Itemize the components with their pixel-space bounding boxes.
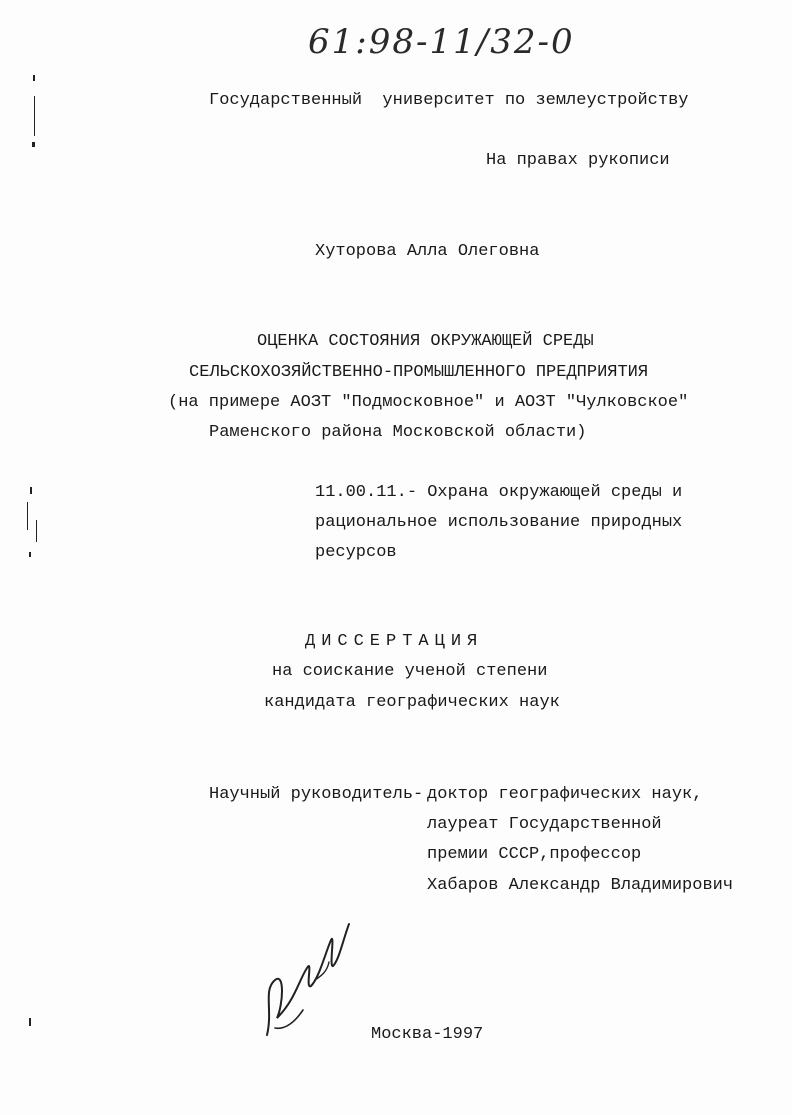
title-line-3: (на примере АОЗТ "Подмосковное" и АОЗТ "Чулковское"	[168, 393, 689, 412]
margin-mark	[27, 502, 28, 530]
supervisor-line-4: Хабаров Александр Владимирович	[427, 876, 734, 895]
margin-mark	[30, 487, 32, 494]
dissertation-heading: ДИССЕРТАЦИЯ	[305, 632, 484, 651]
dissertation-line-2: кандидата географических наук	[264, 693, 560, 712]
margin-mark	[32, 142, 35, 147]
margin-mark	[29, 1018, 31, 1026]
margin-mark	[29, 552, 31, 557]
margin-mark	[34, 96, 35, 136]
manuscript-rights: На правах рукописи	[486, 151, 670, 170]
city-year: Москва-1997	[371, 1025, 484, 1044]
title-line-1: ОЦЕНКА СОСТОЯНИЯ ОКРУЖАЮЩЕЙ СРЕДЫ	[257, 332, 594, 351]
university-name: Государственный университет по землеустройству	[209, 91, 689, 110]
supervisor-line-1: доктор географических наук,	[427, 785, 703, 804]
margin-mark	[33, 75, 35, 81]
specialty-line-3: ресурсов	[315, 543, 397, 562]
dissertation-line-1: на соискание ученой степени	[272, 662, 548, 681]
supervisor-label: Научный руководитель-	[209, 785, 424, 804]
title-line-4: Раменского района Московской области)	[209, 423, 587, 442]
specialty-line-1: 11.00.11.- Охрана окружающей среды и	[315, 483, 683, 502]
margin-mark	[36, 520, 37, 542]
specialty-line-2: рациональное использование природных	[315, 513, 683, 532]
archive-code: 61:98-11/32-0	[308, 22, 575, 62]
supervisor-line-3: премии СССР,профессор	[427, 845, 642, 864]
signature	[255, 910, 365, 1050]
supervisor-line-2: лауреат Государственной	[427, 815, 662, 834]
title-line-2: СЕЛЬСКОХОЗЯЙСТВЕННО-ПРОМЫШЛЕННОГО ПРЕДПРИЯТИЯ	[189, 363, 649, 382]
author-name: Хуторова Алла Олеговна	[315, 242, 540, 261]
